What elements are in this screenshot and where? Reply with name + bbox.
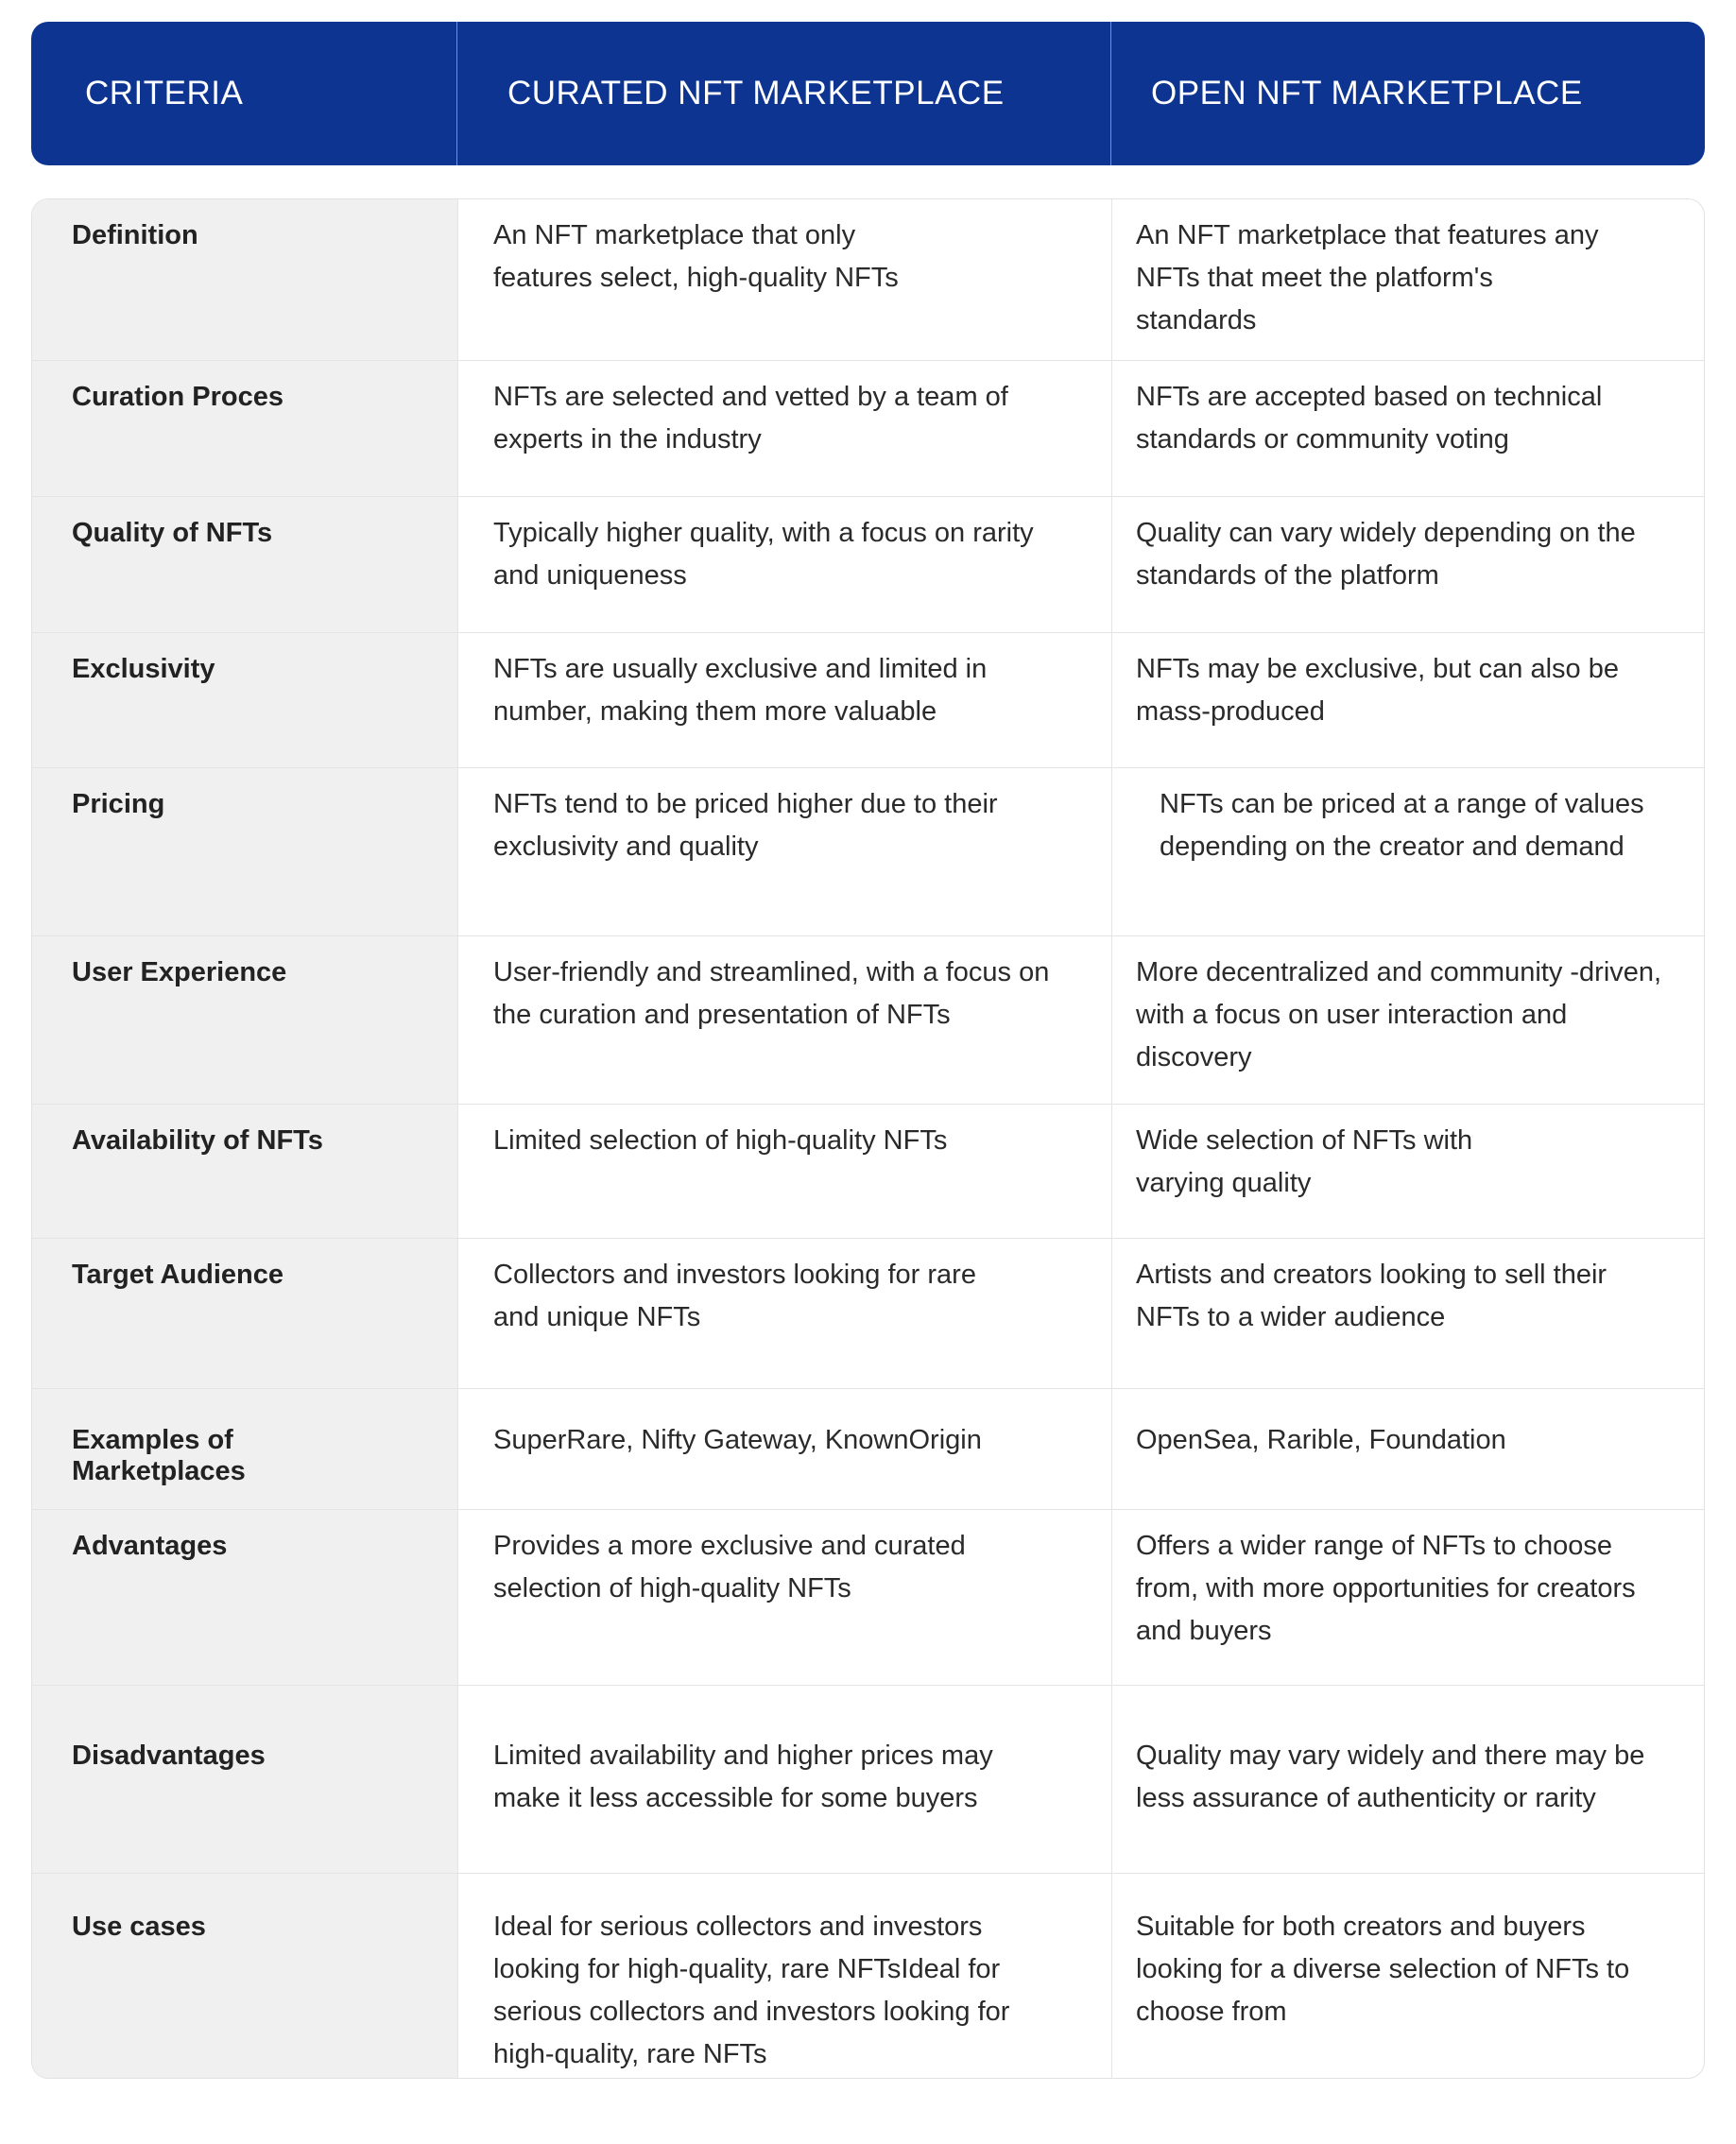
- criteria-cell: Advantages: [32, 1510, 457, 1685]
- open-cell: OpenSea, Rarible, Foundation: [1111, 1389, 1705, 1509]
- table-row: [32, 1239, 1704, 1389]
- criteria-cell: Examples of Marketplaces: [32, 1389, 457, 1509]
- curated-cell: Provides a more exclusive and curated selection of high-quality NFTs: [457, 1510, 1111, 1685]
- curated-cell: NFTs tend to be priced higher due to their exclusivity and quality: [457, 768, 1111, 935]
- curated-cell: NFTs are selected and vetted by a team of experts in the industry: [457, 361, 1111, 496]
- comparison-table: [31, 198, 1705, 2079]
- criteria-cell: Definition: [32, 199, 457, 360]
- open-cell: An NFT marketplace that features any NFTs that meet the platform's standards: [1111, 199, 1705, 360]
- criteria-cell: Availability of NFTs: [32, 1105, 457, 1238]
- curated-cell: An NFT marketplace that only features select, high-quality NFTs: [457, 199, 1111, 360]
- curated-cell: Collectors and investors looking for rare and unique NFTs: [457, 1239, 1111, 1388]
- open-cell: Quality may vary widely and there may be less assurance of authenticity or rarity: [1111, 1686, 1705, 1873]
- curated-cell: SuperRare, Nifty Gateway, KnownOrigin: [457, 1389, 1111, 1509]
- header-curated-marketplace: CURATED NFT MARKETPLACE: [456, 22, 1110, 165]
- curated-cell: Ideal for serious collectors and investors looking for high-quality, rare NFTsIdeal for serious collectors and investors looking for high-quality, rare NFTs: [457, 1874, 1111, 2079]
- header-open-marketplace: OPEN NFT MARKETPLACE: [1110, 22, 1705, 165]
- table-row: [32, 768, 1704, 936]
- table-row: [32, 936, 1704, 1105]
- table-row: [32, 497, 1704, 633]
- open-cell: NFTs are accepted based on technical standards or community voting: [1111, 361, 1705, 496]
- header-criteria: CRITERIA: [85, 75, 244, 111]
- curated-cell: User-friendly and streamlined, with a focus on the curation and presentation of NFTs: [457, 936, 1111, 1104]
- criteria-cell: Curation Proces: [32, 361, 457, 496]
- open-cell: Suitable for both creators and buyers looking for a diverse selection of NFTs to choose from: [1111, 1874, 1705, 2079]
- criteria-cell: User Experience: [32, 936, 457, 1104]
- open-cell: Quality can vary widely depending on the standards of the platform: [1111, 497, 1705, 632]
- table-row: [32, 1105, 1704, 1239]
- criteria-cell: Use cases: [32, 1874, 457, 2079]
- table-row: [32, 361, 1704, 497]
- criteria-cell: Pricing: [32, 768, 457, 935]
- table-row: [32, 1686, 1704, 1874]
- criteria-cell: Disadvantages: [32, 1686, 457, 1873]
- criteria-cell: Target Audience: [32, 1239, 457, 1388]
- table-row: [32, 1874, 1704, 2079]
- curated-cell: Typically higher quality, with a focus on rarity and uniqueness: [457, 497, 1111, 632]
- open-cell: Offers a wider range of NFTs to choose from, with more opportunities for creators and buyers: [1111, 1510, 1705, 1685]
- open-cell: More decentralized and community -driven, with a focus on user interaction and discovery: [1111, 936, 1705, 1104]
- curated-cell: Limited selection of high-quality NFTs: [457, 1105, 1111, 1238]
- table-header: [31, 22, 1705, 165]
- curated-cell: Limited availability and higher prices may make it less accessible for some buyers: [457, 1686, 1111, 1873]
- table-row: [32, 199, 1704, 361]
- criteria-cell: Quality of NFTs: [32, 497, 457, 632]
- open-cell: NFTs may be exclusive, but can also be mass-produced: [1111, 633, 1705, 767]
- table-row: [32, 1510, 1704, 1686]
- open-cell: Wide selection of NFTs with varying quality: [1111, 1105, 1705, 1238]
- open-cell: Artists and creators looking to sell their NFTs to a wider audience: [1111, 1239, 1705, 1388]
- open-cell: NFTs can be priced at a range of values depending on the creator and demand: [1111, 768, 1705, 935]
- curated-cell: NFTs are usually exclusive and limited in number, making them more valuable: [457, 633, 1111, 767]
- criteria-cell: Exclusivity: [32, 633, 457, 767]
- table-row: [32, 1389, 1704, 1510]
- table-row: [32, 633, 1704, 768]
